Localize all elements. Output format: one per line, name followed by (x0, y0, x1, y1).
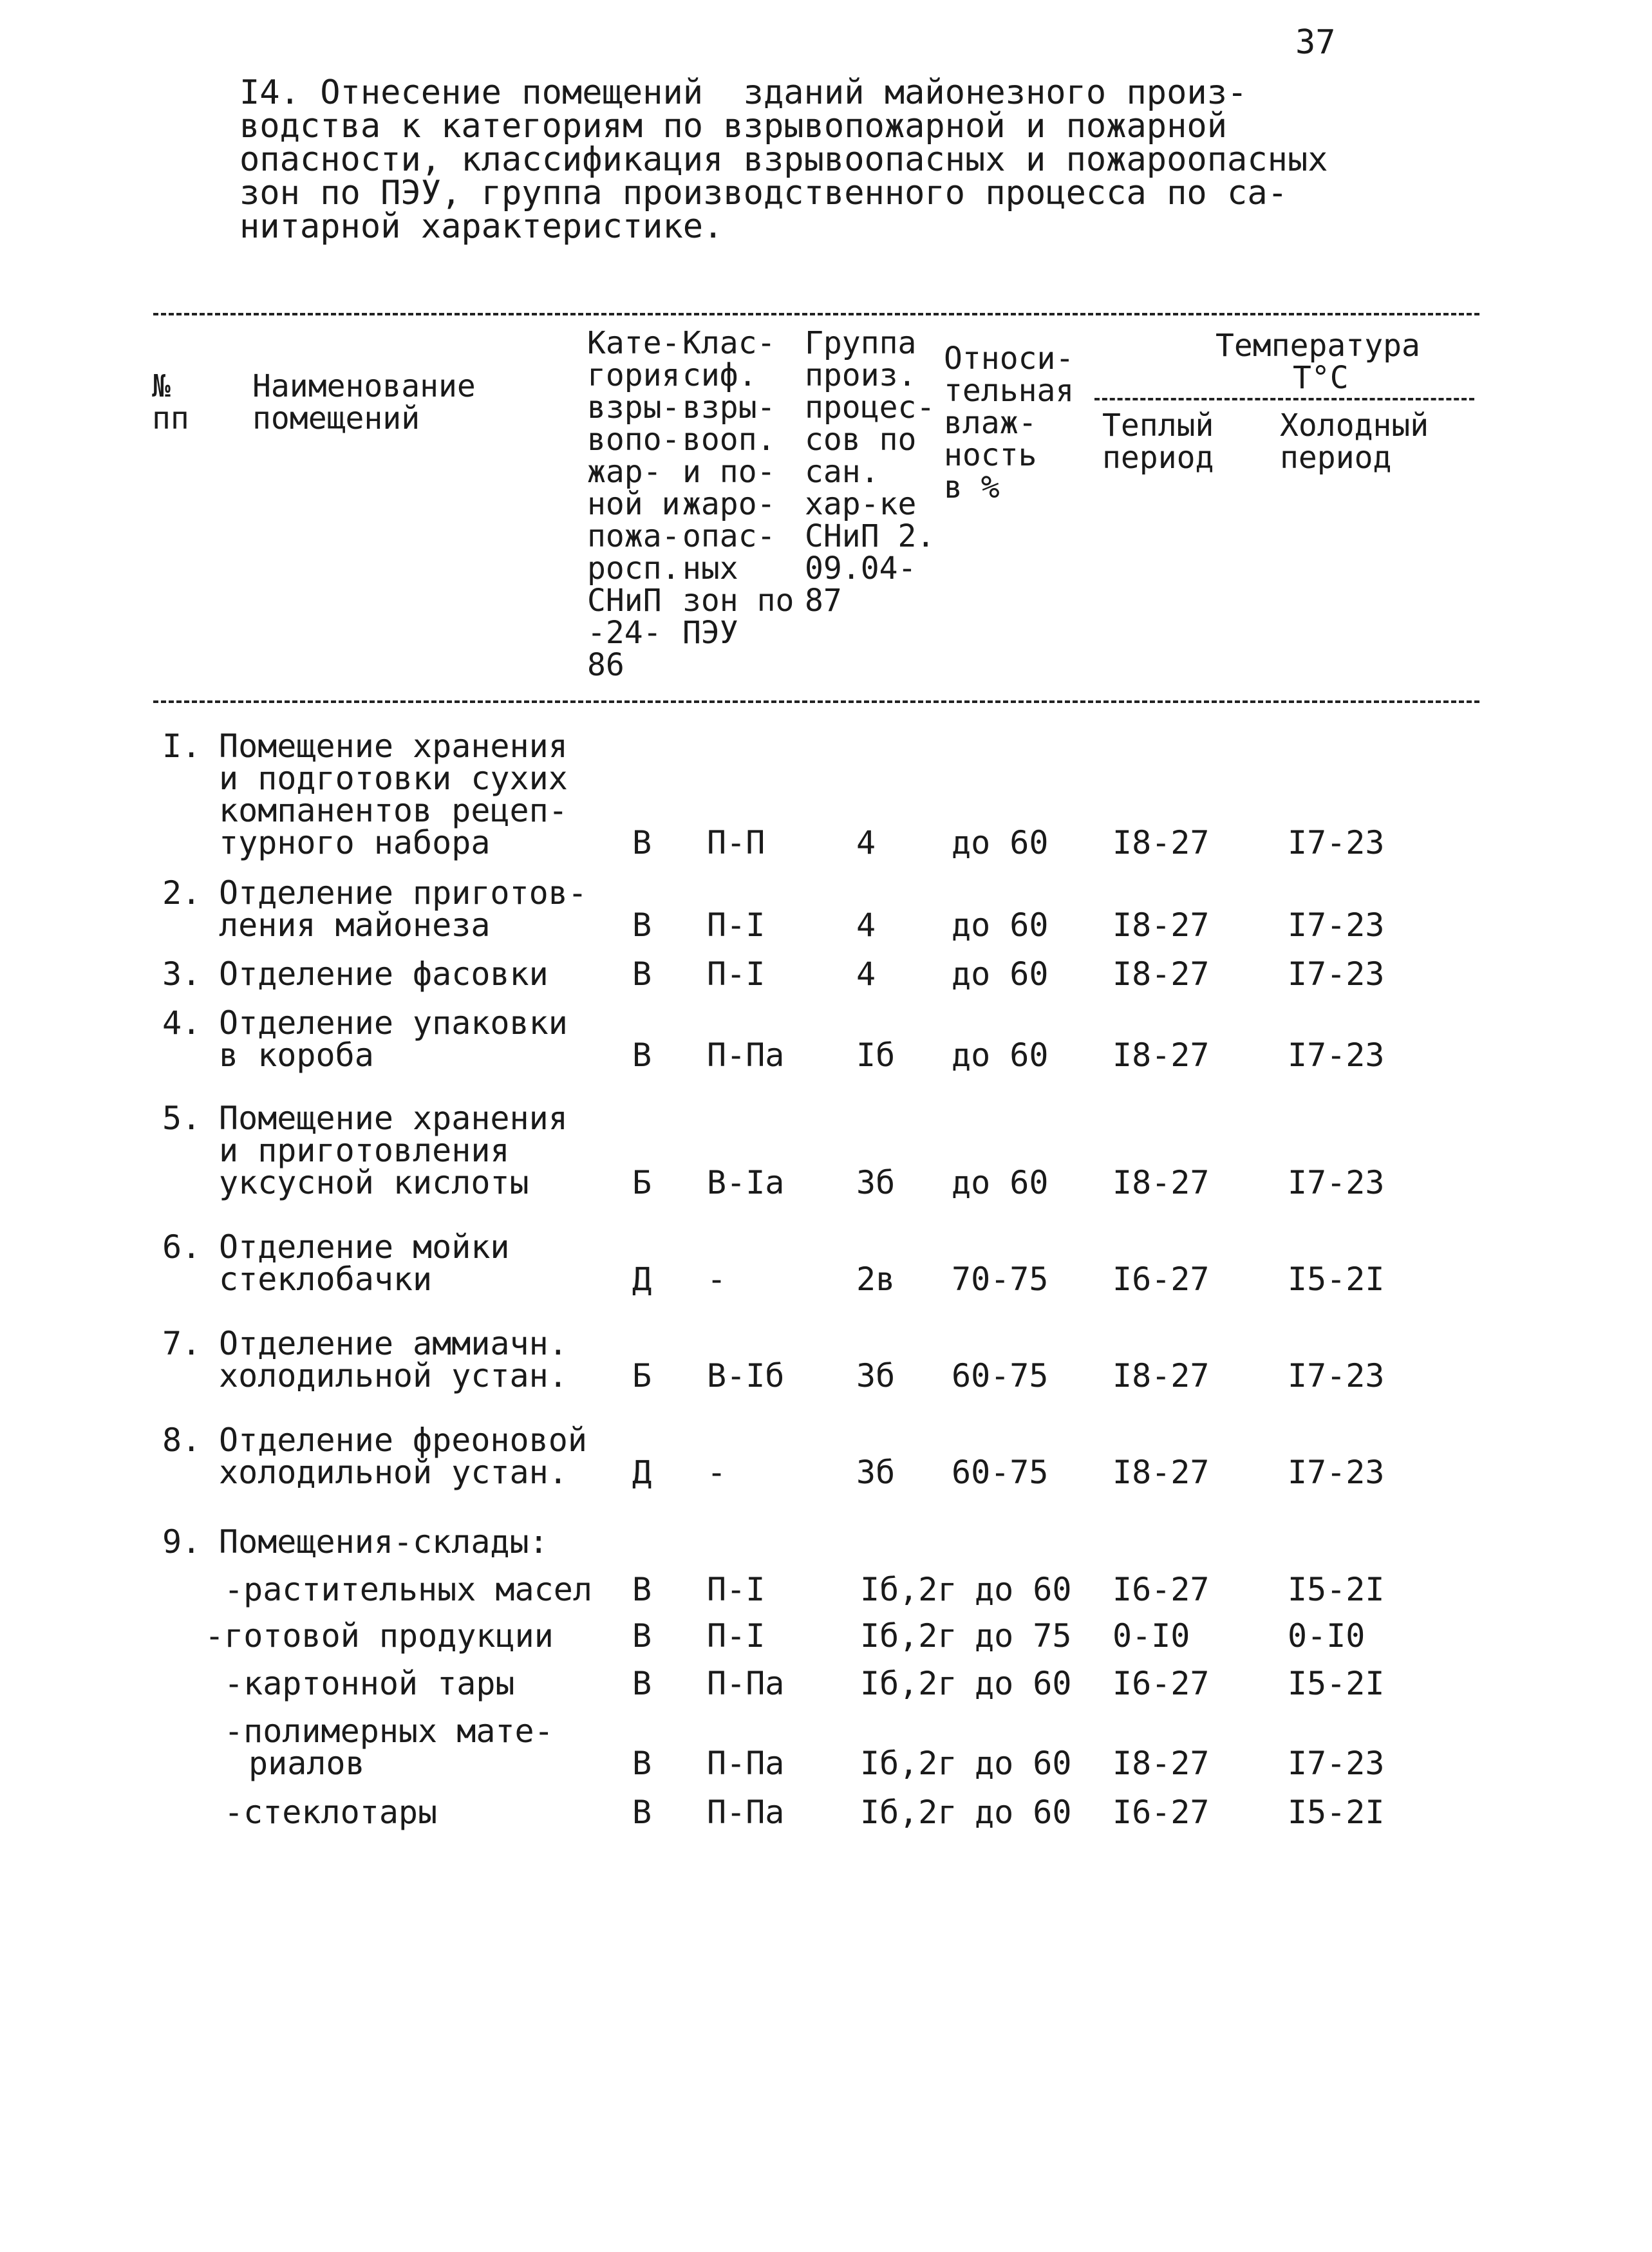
table-cell: Наименование (252, 368, 476, 404)
table-cell: I8-27 (1112, 906, 1210, 944)
table-cell: I7-23 (1288, 1357, 1385, 1394)
table-cell: I6-27 (1112, 1261, 1210, 1298)
header-class (682, 327, 794, 649)
table-cell: турного набора (219, 824, 491, 861)
table-cell: Iб,2г (860, 1745, 957, 1782)
table-cell: 2. (162, 874, 202, 912)
table-cell: 70-75 (952, 1261, 1049, 1298)
table-cell: I8-27 (1112, 1357, 1210, 1394)
table-cell: до 60 (975, 1745, 1072, 1782)
table-cell: сиф. (682, 357, 757, 393)
table-cell: период (1280, 440, 1392, 476)
temperature-rule (1094, 398, 1474, 400)
table-cell: 3б (856, 1357, 896, 1394)
table-cell: произ. (805, 357, 917, 393)
table-cell: холодильной устан. (219, 1454, 568, 1491)
table-cell: П-Па (707, 1745, 785, 1782)
table-cell: Холодный (1280, 408, 1429, 444)
table-cell: Б (632, 1164, 652, 1201)
title-line: I4. Отнесение помещений зданий майонезного произ- (239, 73, 1248, 112)
table-cell: компанентов рецеп- (219, 792, 568, 829)
table-cell: - (707, 1454, 727, 1491)
header-top-rule (153, 313, 1479, 315)
table-cell: Группа (805, 325, 917, 361)
table-cell: гория (587, 357, 681, 393)
table-cell: В (632, 1617, 652, 1655)
table-cell: тельная (944, 373, 1075, 409)
table-cell: хар-ке (805, 486, 917, 522)
table-cell: в короба (219, 1037, 374, 1074)
table-cell: ления майонеза (219, 906, 491, 944)
table-cell: и по- (682, 454, 776, 490)
table-cell: П-Па (707, 1037, 785, 1074)
table-cell: и подготовки сухих (219, 760, 568, 797)
table-cell: риалов (249, 1745, 365, 1782)
table-cell: 3. (162, 955, 202, 993)
table-cell: Iб (856, 1037, 896, 1074)
table-cell: 86 (587, 647, 624, 683)
table-cell: взры- (587, 389, 681, 426)
table-cell: I7-23 (1288, 1164, 1385, 1201)
table-cell: до 60 (975, 1665, 1072, 1702)
table-cell: ность (944, 437, 1037, 473)
table-cell: I6-27 (1112, 1794, 1210, 1831)
table-cell: росп. (587, 550, 681, 586)
table-cell: Iб,2г (860, 1571, 957, 1608)
table-cell: пожа- (587, 518, 681, 554)
table-cell: В (632, 955, 652, 993)
table-cell: вооп. (682, 422, 776, 458)
table-cell: I7-23 (1288, 906, 1385, 944)
table-cell: П-П (707, 824, 765, 861)
table-cell: Б (632, 1357, 652, 1394)
table-cell: 4 (856, 955, 876, 993)
table-cell: -растительных масел (224, 1571, 592, 1608)
table-cell: 4. (162, 1004, 202, 1042)
table-cell: опас- (682, 518, 776, 554)
table-cell: сов по (805, 422, 917, 458)
table-cell: Помещения-склады: (219, 1523, 549, 1561)
table-cell: до 60 (952, 1037, 1049, 1074)
table-cell: сан. (805, 454, 879, 490)
table-cell: В (632, 1037, 652, 1074)
table-cell: стеклобачки (219, 1261, 433, 1298)
table-cell: П-Па (707, 1794, 785, 1831)
table-cell: вопо- (587, 422, 681, 458)
table-cell: Т°С (1293, 360, 1349, 396)
table-cell: -готовой продукции (205, 1617, 554, 1655)
table-cell: до 60 (952, 955, 1049, 993)
table-cell: Отделение фасовки (219, 955, 549, 993)
table-cell: Д (632, 1261, 652, 1298)
table-cell: жар- (587, 454, 662, 490)
table-cell: I7-23 (1288, 1454, 1385, 1491)
table-cell: Отделение упаковки (219, 1004, 568, 1042)
table-cell: П-I (707, 906, 765, 944)
table-cell: СНиП 2. (805, 518, 935, 554)
table-cell: период (1102, 440, 1214, 476)
table-cell: 5. (162, 1100, 202, 1137)
table-cell: I8-27 (1112, 1037, 1210, 1074)
table-cell: 60-75 (952, 1454, 1049, 1491)
table-cell: Помещение хранения (219, 727, 568, 765)
table-cell: и приготовления (219, 1132, 510, 1169)
table-cell: до 75 (975, 1617, 1072, 1655)
table-cell: Помещение хранения (219, 1100, 568, 1137)
table-cell: 60-75 (952, 1357, 1049, 1394)
table-cell: I. (162, 727, 202, 765)
header-name (252, 370, 476, 435)
table-cell: 4 (856, 824, 876, 861)
table-cell: до 60 (952, 906, 1049, 944)
table-cell: 0-I0 (1288, 1617, 1366, 1655)
header-temperature (1216, 330, 1420, 394)
table-cell: ПЭУ (682, 615, 738, 651)
table-cell: -стеклотары (224, 1794, 438, 1831)
table-cell: 09.04- (805, 550, 917, 586)
table-cell: Iб,2г (860, 1794, 957, 1831)
page-number: 37 (1295, 23, 1336, 62)
table-cell: Iб,2г (860, 1665, 957, 1702)
table-cell: I6-27 (1112, 1571, 1210, 1608)
table-cell: Отделение фреоновой (219, 1422, 587, 1459)
table-cell: Д (632, 1454, 652, 1491)
table-cell: влаж- (944, 405, 1037, 441)
table-cell: 9. (162, 1523, 202, 1561)
table-cell: I5-2I (1288, 1794, 1385, 1831)
table-cell: I6-27 (1112, 1665, 1210, 1702)
table-cell: В-Iб (707, 1357, 785, 1394)
table-cell: П-I (707, 1571, 765, 1608)
table-cell: до 60 (952, 824, 1049, 861)
table-cell: I8-27 (1112, 1164, 1210, 1201)
table-cell: помещений (252, 400, 420, 436)
table-cell: -24- (587, 615, 662, 651)
table-cell: I5-2I (1288, 1261, 1385, 1298)
table-cell: Отделение аммиачн. (219, 1325, 568, 1362)
table-cell: зон по (682, 583, 794, 619)
table-cell: I5-2I (1288, 1665, 1385, 1702)
title-line: опасности, классификация взрывоопасных и пожароопасных (239, 140, 1328, 179)
table-cell: В (632, 906, 652, 944)
table-cell: П-I (707, 955, 765, 993)
table-cell: -картонной тары (224, 1665, 515, 1702)
table-cell: В (632, 1665, 652, 1702)
table-cell: № (152, 368, 171, 404)
table-cell: В-Iа (707, 1164, 785, 1201)
table-cell: пп (152, 400, 189, 436)
table-cell: В (632, 1745, 652, 1782)
header-cold-period (1280, 409, 1429, 474)
table-cell: 8. (162, 1422, 202, 1459)
table-cell: Клас- (682, 325, 776, 361)
table-cell: 2в (856, 1261, 896, 1298)
table-cell: до 60 (975, 1794, 1072, 1831)
table-cell: В (632, 1794, 652, 1831)
table-cell: Кате- (587, 325, 681, 361)
title-line: водства к категориям по взрывопожарной и пожарной (239, 107, 1228, 145)
table-cell: I7-23 (1288, 824, 1385, 861)
header-bottom-rule (153, 700, 1479, 703)
table-cell: -полимерных мате- (224, 1712, 554, 1750)
table-cell: 6. (162, 1228, 202, 1266)
table-cell: 0-I0 (1112, 1617, 1190, 1655)
table-cell: Теплый (1102, 408, 1214, 444)
table-cell: I7-23 (1288, 1745, 1385, 1782)
table-cell: Iб,2г (860, 1617, 957, 1655)
header-warm-period (1102, 409, 1214, 474)
table-cell: В (632, 1571, 652, 1608)
table-cell: - (707, 1261, 727, 1298)
title-line: зон по ПЭУ, группа производственного процесса по са- (239, 174, 1288, 212)
table-cell: ной и (587, 486, 681, 522)
table-cell: 4 (856, 906, 876, 944)
table-cell: 7. (162, 1325, 202, 1362)
table-cell: Относи- (944, 341, 1075, 377)
table-cell: I8-27 (1112, 1745, 1210, 1782)
table-cell: I8-27 (1112, 824, 1210, 861)
table-cell: в % (944, 469, 1000, 505)
table-cell: холодильной устан. (219, 1357, 568, 1394)
table-cell: I7-23 (1288, 955, 1385, 993)
table-title (239, 73, 1347, 246)
table-cell: до 60 (952, 1164, 1049, 1201)
table-cell: 3б (856, 1164, 896, 1201)
table-cell: взры- (682, 389, 776, 426)
table-cell: Отделение приготов- (219, 874, 587, 912)
table-cell: процес- (805, 389, 935, 426)
header-category (587, 327, 681, 681)
header-group (805, 327, 935, 617)
table-cell: жаро- (682, 486, 776, 522)
table-cell: I8-27 (1112, 1454, 1210, 1491)
table-cell: П-I (707, 1617, 765, 1655)
table-cell: I7-23 (1288, 1037, 1385, 1074)
table-cell: до 60 (975, 1571, 1072, 1608)
table-cell: 87 (805, 583, 842, 619)
table-cell: уксусной кислоты (219, 1164, 529, 1201)
table-cell: 3б (856, 1454, 896, 1491)
table-cell: Отделение мойки (219, 1228, 510, 1266)
table-cell: П-Па (707, 1665, 785, 1702)
table-cell: В (632, 824, 652, 861)
table-cell: I5-2I (1288, 1571, 1385, 1608)
title-line: нитарной характеристике. (239, 207, 724, 246)
table-cell: Температура (1216, 328, 1420, 364)
table-cell: ных (682, 550, 738, 586)
header-num (152, 370, 189, 435)
table-cell: СНиП (587, 583, 662, 619)
header-humidity (944, 342, 1074, 503)
table-cell: I8-27 (1112, 955, 1210, 993)
